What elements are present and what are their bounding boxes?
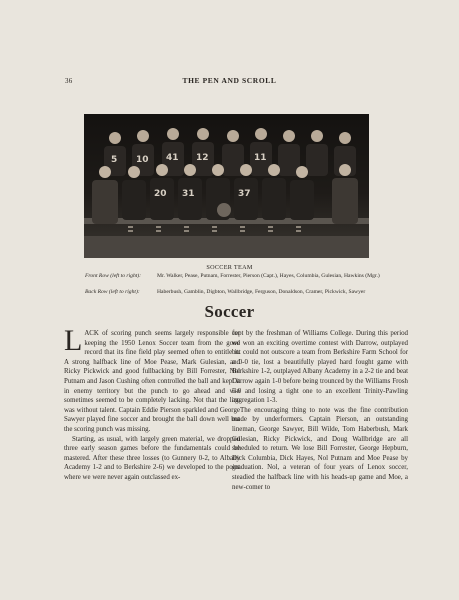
paragraph-text: ACK of scoring punch seems largely responsible for keeping the 1950 Lenox Soccer team from the good record that its fine field play seemed often to entitle it. A strong halfback line of Moe Pease, Mark Gulesian, and Ricky Pickwick and good fullbacking by Bill Forrester, Nol Putnam and Jason Cushing often controlled the ball and kept it in enemy territory but the punch to go ahead and win sometimes seemed to be completely lacking. Not that the line was without talent. Captain Eddie Pierson sparkled and George Sawyer played fine soccer and brought the ball down well but the scoring punch was missing.: [64, 330, 240, 433]
caption-row-names: Haberbush, Gamblin, Digbton, Wallbridge, Ferguson, Donaldson, Cramer, Pickwick, Sawyer: [157, 289, 366, 295]
page-number: 36: [65, 77, 73, 85]
caption-back-row: [85, 289, 385, 296]
jersey-number: 11: [254, 153, 267, 163]
jersey-number: 41: [166, 153, 179, 163]
article-paragraph: [64, 324, 240, 435]
article-headline: Soccer: [204, 302, 255, 321]
caption-row-label: Back Row (left to right):: [85, 289, 140, 295]
jersey-number: 12: [196, 153, 209, 163]
team-photo-illustration: [84, 114, 369, 258]
article-column-right: [232, 329, 408, 492]
article-column-left: [64, 324, 240, 483]
caption-title: SOCCER TEAM: [206, 264, 253, 271]
team-photo: [84, 114, 369, 258]
jersey-number: 5: [111, 155, 118, 165]
caption-row-label: Front Row (left to right):: [85, 273, 142, 279]
jersey-number: 31: [182, 189, 195, 199]
jersey-number: 20: [154, 189, 167, 199]
jersey-number: 37: [238, 189, 251, 199]
article-paragraph: cept by the freshman of Williams College. During this period we won an exciting overtime contest with Darrow, outplayed but could not outscore a team from Berkshire Farm School for a 0-0 tie, lost a beautifully played hard fought game with Berkshire 1-2, outplayed Albany Academy in a 2-2 tie and beat Darrow again 1-0 before being trounced by the Williams Frosh 5-0 and losing a tight one to an excellent Trinity-Pawling aggregation 1-3.: [232, 330, 408, 405]
caption-front-row: [85, 273, 385, 280]
drop-cap: L: [64, 324, 83, 357]
article-paragraph: The encouraging thing to note was the fine contribution made by underformers. Captain Pierson, an outstanding lineman, George Sawyer, Bill Wilde, Tom Haberbush, Mark Gulesian, Ricky Pickwick, and Doug Wallbridge are all scheduled to return. We lose Bill Forrester, George Hepburn, Dick Columbia, Dick Hayes, Nol Putnam and Moe Pease by graduation. Nol, a veteran of four years of Lenox soccer, steadied the halfback line with his heads-up game and Moe, a new-comer to: [232, 406, 408, 491]
article-paragraph: Starting, as usual, with largely green material, we dropped three early season games before the fundamentals could be mastered. After these three losses (to Gunnery 0-2, to Albany Academy 1-2 and to Berkshire 2-6) we developed to the point where we were never again outclassed ex-: [64, 435, 240, 481]
jersey-number: 10: [136, 155, 149, 165]
running-title: THE PEN AND SCROLL: [182, 76, 277, 85]
caption-row-names: Mr. Walker, Pease, Putnam, Forrester, Pierson (Capt.), Hayes, Columbia, Gulesian, Hawkins (Mgr.): [157, 273, 380, 279]
